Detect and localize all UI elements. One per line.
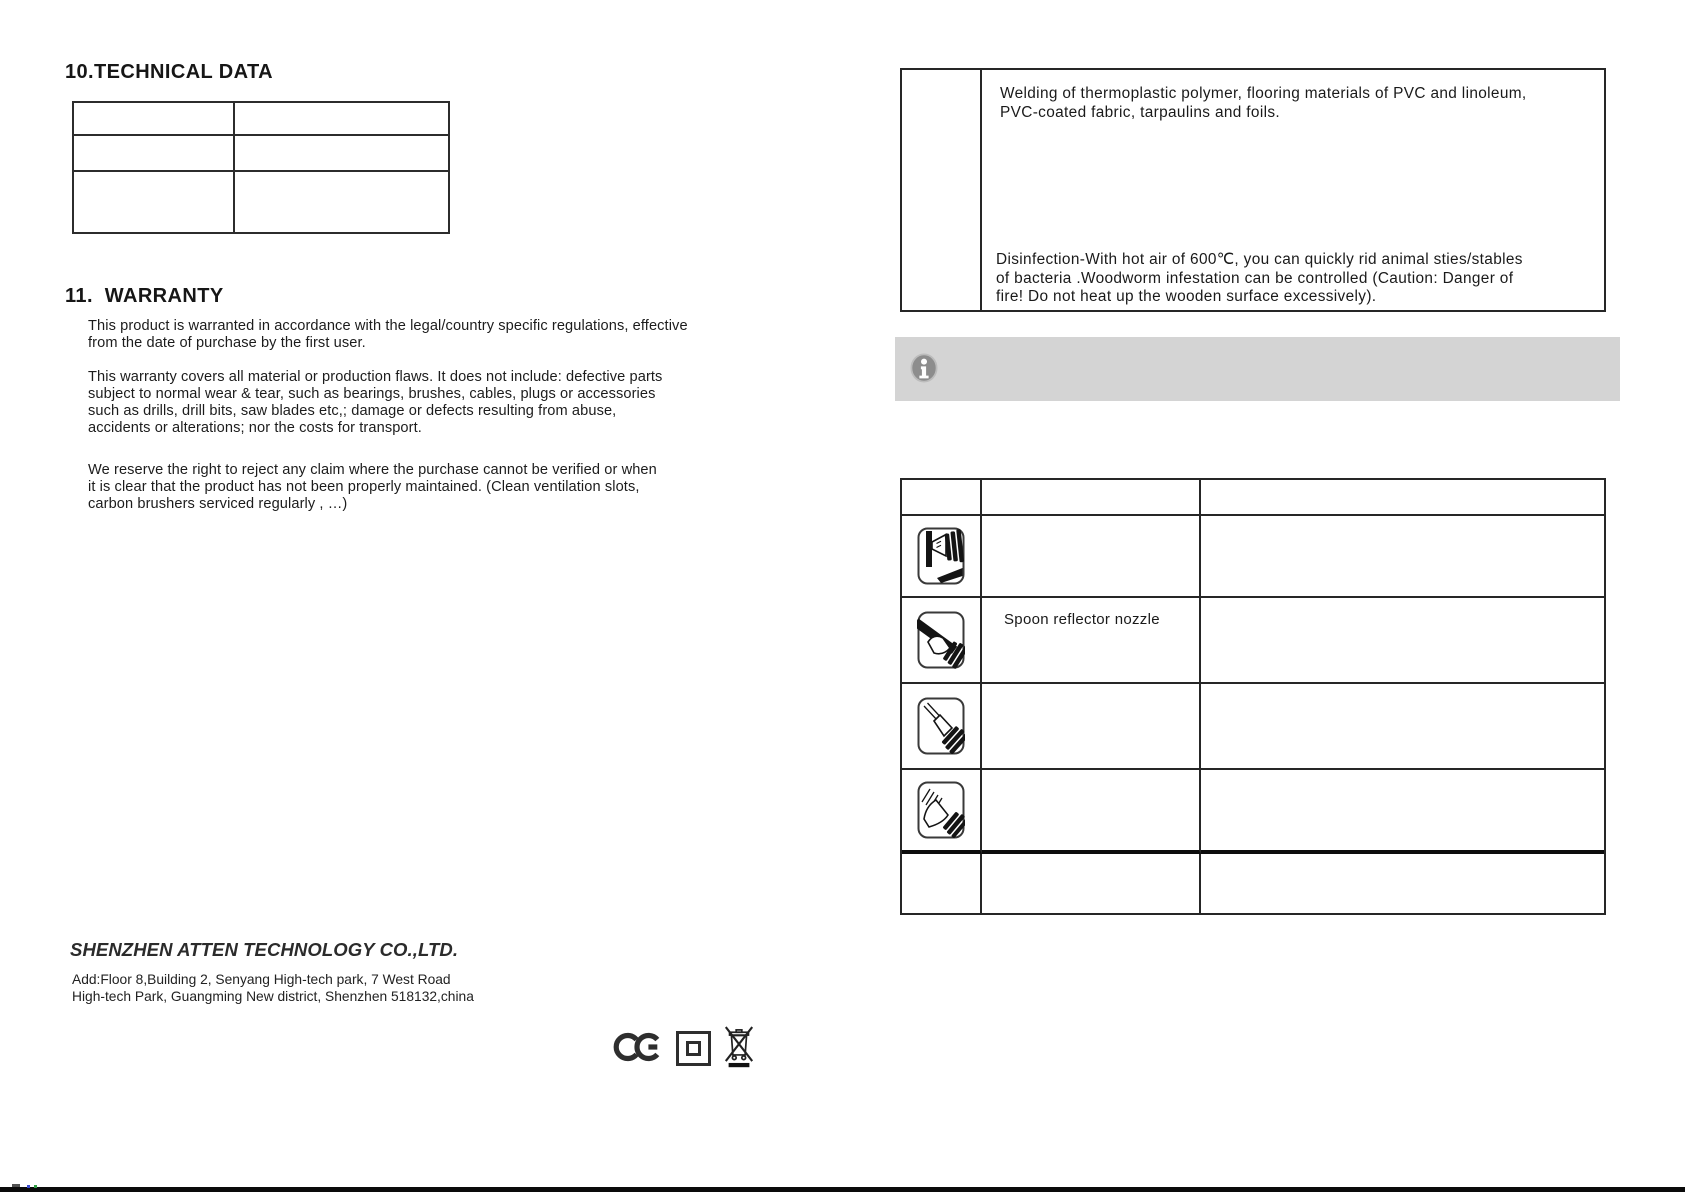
warranty-heading: 11. WARRANTY xyxy=(65,285,224,307)
accessory-name: Spoon reflector nozzle xyxy=(982,598,1201,684)
warranty-line: carbon brushers serviced regularly , …) xyxy=(88,496,348,512)
company-address xyxy=(72,971,474,1005)
table-row-icon-cell xyxy=(902,516,982,598)
warranty-line: subject to normal wear & tear, such as bearings, brushes, cables, plugs or accessories xyxy=(88,386,656,402)
accessories-header-cell xyxy=(902,480,982,516)
warranty-paragraph xyxy=(88,462,657,513)
technical-data-cell xyxy=(235,103,448,136)
slot-nozzle-icon xyxy=(917,527,965,585)
table-row-icon-cell xyxy=(902,770,982,854)
accessory-name xyxy=(982,854,1201,913)
spoon-reflector-nozzle-icon xyxy=(917,611,965,669)
disinfection-application-text xyxy=(996,251,1523,307)
technical-data-cell xyxy=(74,136,235,172)
technical-data-cell xyxy=(74,172,235,232)
technical-data-cell xyxy=(235,172,448,232)
accessory-use xyxy=(1201,516,1604,598)
warranty-line: from the date of purchase by the first user. xyxy=(88,335,366,351)
warranty-line: We reserve the right to reject any claim where the purchase cannot be verified or when xyxy=(88,462,657,478)
page-edge-line xyxy=(0,1187,1685,1192)
address-line: Add:Floor 8,Building 2, Senyang High-tech park, 7 West Road xyxy=(72,972,451,987)
warranty-line: This product is warranted in accordance with the legal/country specific regulations, effective xyxy=(88,318,688,334)
scan-artifact xyxy=(27,1185,30,1188)
table-row-icon-cell xyxy=(902,684,982,770)
scan-artifact xyxy=(12,1184,20,1187)
table-row-icon-cell xyxy=(902,598,982,684)
accessory-use xyxy=(1201,854,1604,913)
warranty-paragraph xyxy=(88,318,688,352)
company-name: SHENZHEN ATTEN TECHNOLOGY CO.,LTD. xyxy=(70,939,459,960)
accessory-use xyxy=(1201,684,1604,770)
accessories-header-cell xyxy=(1201,480,1604,516)
disinfection-line: of bacteria .Woodworm infestation can be controlled (Caution: Danger of xyxy=(996,269,1514,287)
accessory-name xyxy=(982,516,1201,598)
disinfection-line: fire! Do not heat up the wooden surface excessively). xyxy=(996,288,1377,306)
reduction-nozzle-icon xyxy=(917,697,965,755)
warranty-line: such as drills, drill bits, saw blades etc,; damage or defects resulting from abuse, xyxy=(88,403,617,419)
warranty-paragraph xyxy=(88,369,662,437)
technical-data-cell xyxy=(235,136,448,172)
accessories-table xyxy=(900,478,1606,915)
welding-line: Welding of thermoplastic polymer, flooring materials of PVC and linoleum, xyxy=(1000,85,1527,102)
warranty-line: it is clear that the product has not been properly maintained. (Clean ventilation slots, xyxy=(88,479,640,495)
double-insulation-inner-square xyxy=(686,1041,701,1056)
scan-artifact xyxy=(34,1185,37,1188)
address-line: High-tech Park, Guangming New district, Shenzhen 518132,china xyxy=(72,989,474,1004)
applications-box xyxy=(900,68,1606,312)
warranty-line: accidents or alterations; nor the costs for transport. xyxy=(88,420,422,436)
ce-mark-icon xyxy=(612,1030,664,1064)
disinfection-line: Disinfection-With hot air of 600℃, you can quickly rid animal sties/stables xyxy=(996,251,1523,268)
accessory-name xyxy=(982,770,1201,854)
info-note-bar xyxy=(895,337,1620,401)
accessories-header-cell xyxy=(982,480,1201,516)
accessory-use xyxy=(1201,598,1604,684)
technical-data-heading: 10.TECHNICAL DATA xyxy=(65,61,273,83)
weee-crossed-bin-icon xyxy=(722,1021,756,1069)
welding-application-text xyxy=(1000,85,1527,122)
applications-icon-column xyxy=(902,70,982,310)
accessory-use xyxy=(1201,770,1604,854)
technical-data-table xyxy=(72,101,450,234)
welding-line: PVC-coated fabric, tarpaulins and foils. xyxy=(1000,103,1281,121)
warranty-line: This warranty covers all material or production flaws. It does not include: defective parts xyxy=(88,369,663,385)
info-icon xyxy=(910,353,938,383)
technical-data-cell xyxy=(74,103,235,136)
wide-jet-nozzle-icon xyxy=(917,781,965,839)
accessory-name xyxy=(982,684,1201,770)
table-row-icon-cell xyxy=(902,854,982,913)
double-insulation-icon xyxy=(676,1031,711,1066)
